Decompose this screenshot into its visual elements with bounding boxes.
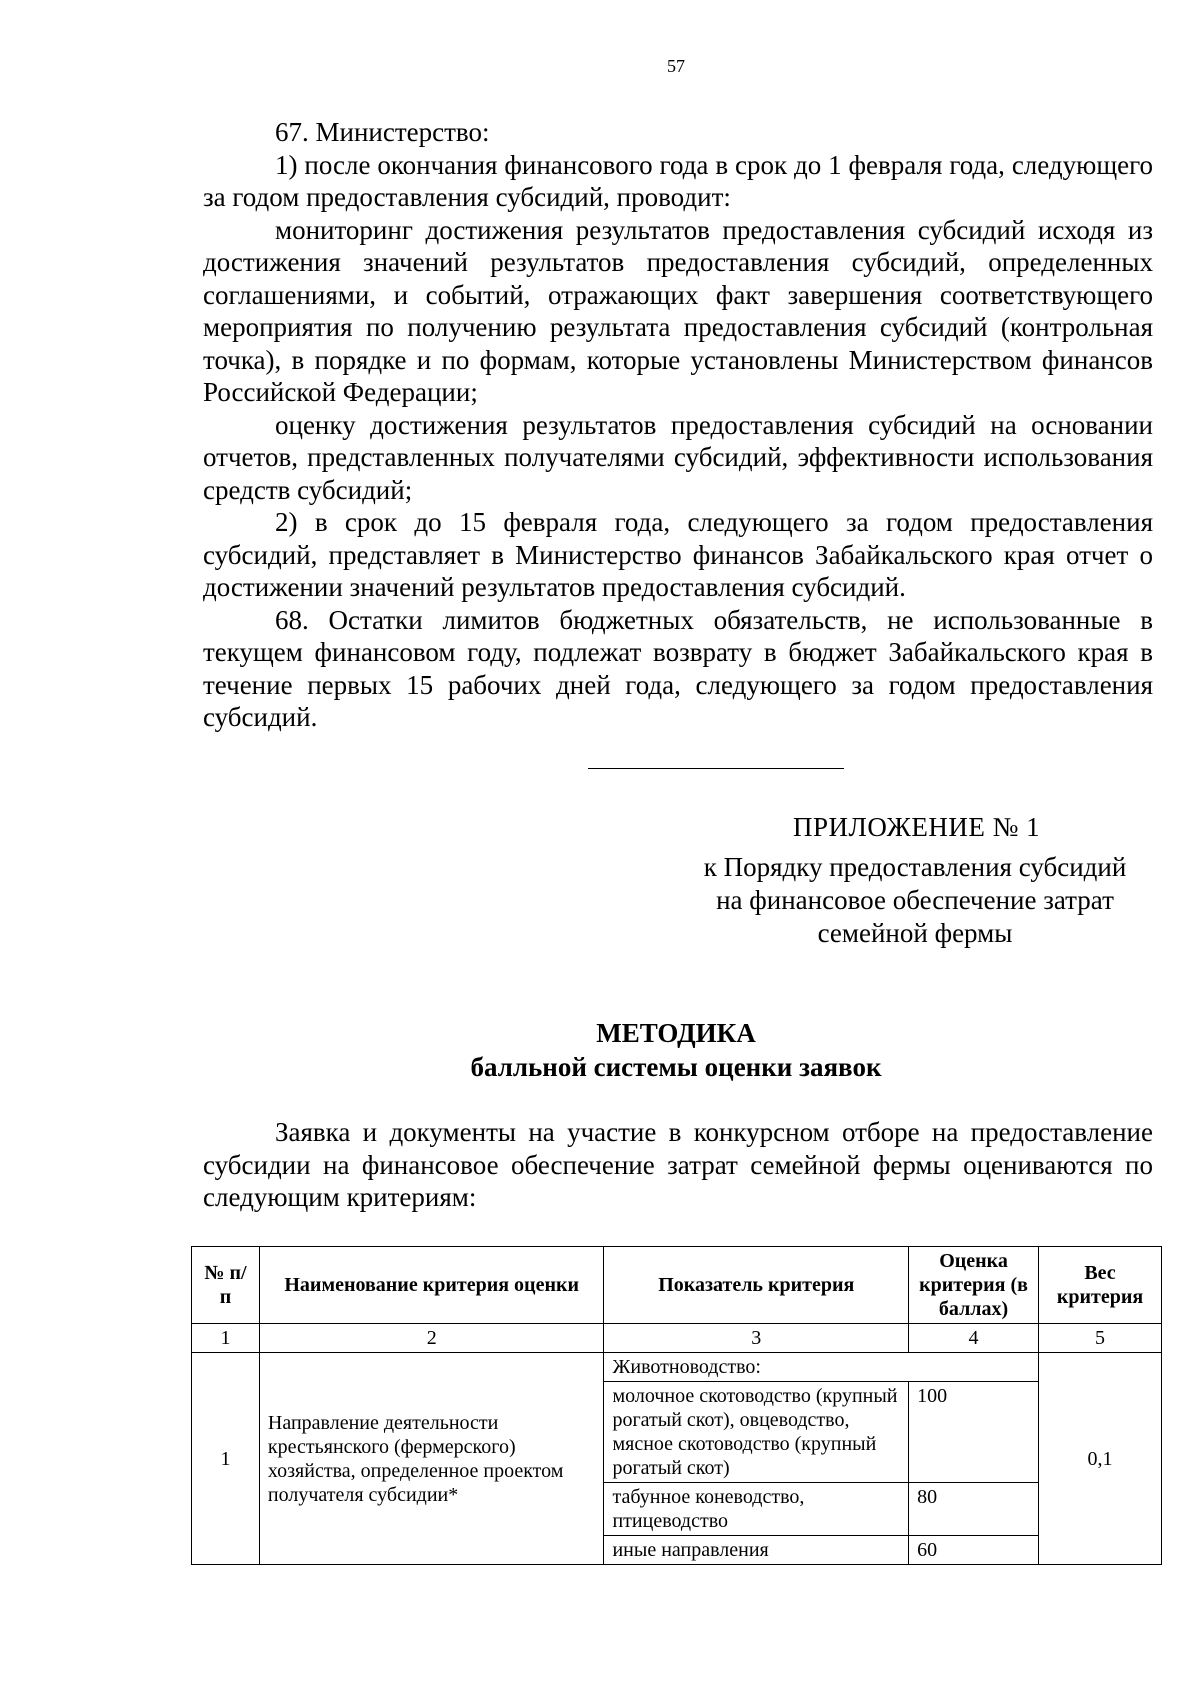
page-number: 57 bbox=[667, 56, 685, 76]
indicator-cell: молочное скотоводство (крупный рогатый скот), овцеводство, мясное скотоводство (крупный рогатый скот) bbox=[604, 1382, 909, 1483]
appendix-title: ПРИЛОЖЕНИЕ № 1 bbox=[793, 812, 1041, 842]
header-num: № п/п bbox=[192, 1247, 260, 1324]
criterion-name: Направление деятельности крестьянского (фермерского) хозяйства, определенное проектом получателя субсидии* bbox=[259, 1353, 604, 1565]
row-num: 1 bbox=[192, 1353, 260, 1565]
criteria-table bbox=[191, 1246, 1162, 1565]
column-number: 3 bbox=[604, 1324, 909, 1353]
indicator-cell: табунное коневодство, птицеводство bbox=[604, 1483, 909, 1536]
section-divider bbox=[588, 768, 844, 769]
indicator-group: Животноводство: bbox=[604, 1353, 1039, 1382]
column-number: 2 bbox=[259, 1324, 604, 1353]
appendix-line: на финансовое обеспечение затрат bbox=[716, 885, 1114, 915]
paragraph: 68. Остатки лимитов бюджетных обязательств, не использованные в текущем финансовом году, подлежат возврату в бюджет Забайкальского края в течение первых 15 рабочих дней года, следующего за годом предоставления субсидий. bbox=[203, 604, 1153, 732]
paragraph: 67. Министерство: bbox=[275, 117, 490, 147]
column-number: 4 bbox=[909, 1324, 1039, 1353]
column-number: 1 bbox=[192, 1324, 260, 1353]
appendix-line: к Порядку предоставления субсидий bbox=[703, 852, 1127, 882]
header-indicator: Показатель критерия bbox=[604, 1247, 909, 1324]
header-score: Оценка критерия (в баллах) bbox=[909, 1247, 1039, 1324]
table-row bbox=[192, 1353, 1162, 1382]
score-cell: 100 bbox=[909, 1382, 1039, 1483]
paragraph: 2) в срок до 15 февраля года, следующего за годом предоставления субсидий, представляет в Министерство финансов Забайкальского края отчет о достижении значений результатов предоставления субсидий. bbox=[203, 507, 1153, 602]
methodology-title: МЕТОДИКА bbox=[596, 1018, 756, 1048]
column-number-row bbox=[192, 1324, 1162, 1353]
table-header-row bbox=[192, 1247, 1162, 1324]
criterion-weight: 0,1 bbox=[1039, 1353, 1162, 1565]
score-cell: 60 bbox=[909, 1536, 1039, 1565]
methodology-subtitle: балльной системы оценки заявок bbox=[470, 1052, 882, 1082]
paragraph: мониторинг достижения результатов предоставления субсидий исходя из достижения значений результатов предоставления субсидий, определенных соглашениями, и событий, отражающих факт завершения соответствующего мероприятия по получению результата предоставления субсидий (контрольная точка), в порядке и по формам, которые установлены Министерством финансов Российской Федерации; bbox=[203, 214, 1153, 407]
appendix-line: семейной фермы bbox=[817, 918, 1013, 948]
header-weight: Вес критерия bbox=[1039, 1247, 1162, 1324]
column-number: 5 bbox=[1039, 1324, 1162, 1353]
methodology-intro: Заявка и документы на участие в конкурсном отборе на предоставление субсидии на финансовое обеспечение затрат семейной фермы оцениваются по следующим критериям: bbox=[203, 1117, 1153, 1212]
paragraph: оценку достижения результатов предоставления субсидий на основании отчетов, представленных получателями субсидий, эффективности использования средств субсидий; bbox=[203, 409, 1153, 505]
paragraph: 1) после окончания финансового года в срок до 1 февраля года, следующего за годом предоставления субсидий, проводит: bbox=[203, 149, 1153, 212]
header-name: Наименование критерия оценки bbox=[259, 1247, 604, 1324]
score-cell: 80 bbox=[909, 1483, 1039, 1536]
appendix-reference bbox=[680, 851, 1150, 950]
body-text bbox=[203, 116, 1153, 734]
indicator-cell: иные направления bbox=[604, 1536, 909, 1565]
